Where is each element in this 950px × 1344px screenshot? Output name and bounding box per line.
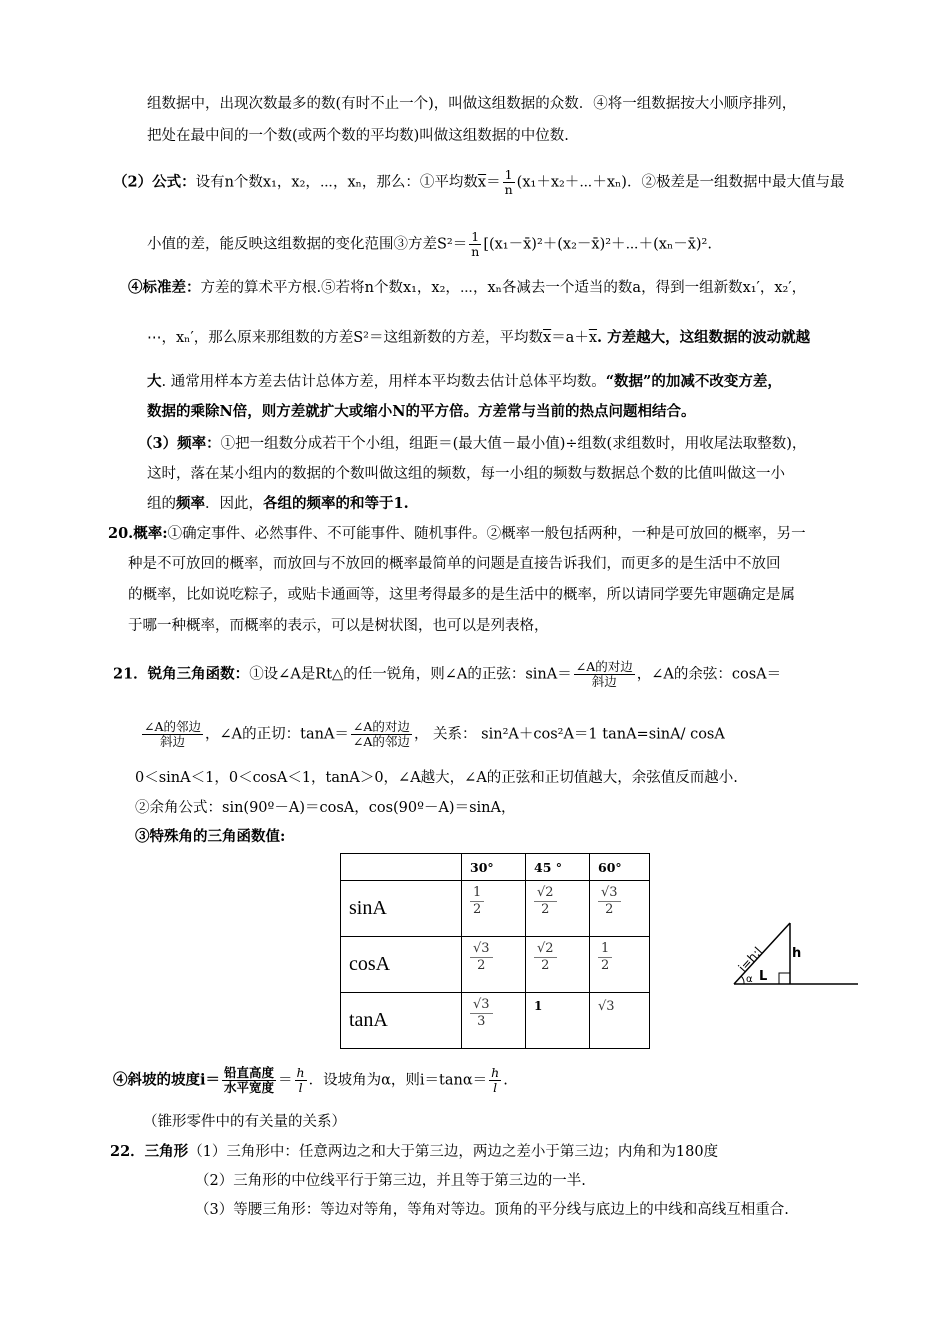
text: ①确定事件、必然事件、不可能事件、随机事件。②概率一般包括两种，一种是可放回的概率，另一 — [167, 526, 806, 542]
text-line — [138, 434, 806, 454]
mean-symbol: $\overline{x}$ — [477, 174, 487, 191]
fraction: $\frac{1}{n}$ — [471, 229, 480, 259]
text-line: （3）等腰三角形：等边对等角，等角对等边。顶角的平分线与底边上的中线和高线互相重合. — [195, 1202, 789, 1218]
text-line: （2）三角形的中位线平行于第三边，并且等于第三边的一半. — [195, 1173, 586, 1189]
text-line: 0＜sinA＜1，0＜cosA＜1，tanA＞0，∠A越大，∠A的正弦和正切值越大，余弦值反而越小. — [135, 770, 738, 786]
fraction: $\frac{h}{l}$ — [296, 1065, 305, 1095]
bold-text: “数据”的加减不改变方差， — [605, 373, 782, 390]
fraction: $\frac{\text{铅直高度}}{\text{水平宽度}}$ — [224, 1065, 275, 1095]
slope-diagram — [722, 915, 862, 990]
table-cell: $\frac{√3}{2}$ — [590, 881, 650, 937]
text: ，∠A的正切：tanA＝ — [205, 726, 349, 743]
text-line — [108, 524, 806, 544]
text: ．因此， — [205, 496, 263, 512]
text-line: 的概率，比如说吃粽子，或贴卡通画等，这里考得最多的是生活中的概率，所以请同学要先审题确定是属 — [128, 587, 795, 603]
mean-symbol: $\overline{x}$ — [588, 330, 598, 346]
formula-line — [113, 168, 844, 197]
text-line: 把处在最中间的一个数(或两个数的平均数)叫做这组数据的中位数. — [147, 128, 569, 144]
text-line: ③特殊角的三角函数值: — [135, 828, 286, 845]
bold-text: . 方差越大，这组数据的波动就越 — [597, 329, 811, 346]
table-cell: 1 — [526, 993, 590, 1049]
text-line — [147, 372, 782, 392]
text-line — [128, 278, 806, 298]
text-line: 种是不可放回的概率，而放回与不放回的概率最简单的问题是直接告诉我们，而更多的是生活中不放回 — [128, 556, 781, 572]
text: 小值的差，能反映这组数据的变化范围③方差S²＝ — [147, 236, 468, 253]
section-label: 22．三角形 — [110, 1143, 189, 1160]
text-line: 数据的乘除N倍，则方差就扩大或缩小N的平方倍。方差常与当前的热点问题相结合。 — [147, 403, 696, 420]
table-row-label: cosA — [341, 937, 462, 993]
formula-line — [113, 1066, 508, 1095]
text: . — [503, 1072, 508, 1089]
text-line: ②余角公式：sin(90º－A)＝cosA，cos(90º－A)＝sinA， — [135, 800, 516, 816]
table-cell: $\frac{√3}{3}$ — [462, 993, 526, 1049]
text-line — [147, 494, 409, 514]
bold-text: ④斜坡的坡度i＝ — [113, 1071, 221, 1089]
text: （1）三角形中：任意两边之和大于第三边，两边之差小于第三边；内角和为180度 — [188, 1144, 719, 1160]
table-header-cell: 30° — [462, 854, 526, 881]
right-angle-marker — [779, 973, 790, 984]
table-row-label: tanA — [341, 993, 462, 1049]
section-label: 20.概率: — [108, 525, 168, 542]
text: ⋯，xₙ′，那么原来那组数的方差S²＝这组新数的方差，平均数 — [147, 330, 543, 346]
text: ．设坡角为α，则i＝tanα＝ — [308, 1072, 488, 1089]
table-row-label: sinA — [341, 881, 462, 937]
section-label: （3）频率： — [138, 435, 221, 452]
formula-line — [140, 720, 725, 749]
mean-symbol: $\overline{x}$ — [543, 330, 552, 346]
fraction: $\frac{h}{l}$ — [491, 1065, 500, 1095]
text-line: （锥形零件中的有关量的关系） — [143, 1114, 346, 1130]
table-cell: $\frac{1}{2}$ — [462, 881, 526, 937]
text-line: 组数据中，出现次数最多的数(有时不止一个)，叫做这组数据的众数．④将一组数据按大小顺序排列， — [147, 96, 797, 112]
text: ，∠A的余弦：cosA＝ — [636, 666, 782, 683]
text: ＝a＋ — [551, 330, 589, 346]
text: 组的 — [147, 496, 176, 512]
bold-text: 频率 — [176, 495, 205, 512]
table-header-cell — [341, 854, 462, 881]
table-header-cell: 45 ° — [526, 854, 590, 881]
angle-arc — [741, 976, 744, 984]
fraction: $\frac{\text{∠A的对边}}{\text{∠A的邻边}}$ — [352, 719, 410, 749]
text: ①把一组数分成若干个小组，组距＝(最大值－最小值)÷组数(求组数时，用收尾法取整数)， — [220, 436, 807, 452]
fraction: $\frac{\text{∠A的邻边}}{\text{斜边}}$ — [144, 719, 202, 749]
text: ①设∠A是Rt△的任一锐角，则∠A的正弦：sinA＝ — [249, 666, 572, 683]
alpha-label: α — [746, 974, 753, 985]
formula-line — [147, 230, 712, 259]
table-cell: $\frac{√2}{2}$ — [526, 937, 590, 993]
bold-text: 大 — [147, 373, 162, 390]
text-line: 于哪一种概率，而概率的表示，可以是树状图，也可以是列表格， — [128, 618, 549, 634]
table-cell: $\frac{√3}{2}$ — [462, 937, 526, 993]
text: ＝ — [486, 174, 501, 191]
text: 设有n个数x₁，x₂，⋯，xₙ，那么：①平均数 — [195, 174, 478, 191]
text: ， 关系： sin²A＋cos²A＝1 tanA=sinA/ cosA — [413, 726, 725, 743]
table-cell: $\frac{√2}{2}$ — [526, 881, 590, 937]
text: ＝ — [278, 1072, 293, 1089]
text-line — [110, 1142, 718, 1162]
table-cell: √3 — [590, 993, 650, 1049]
table-header-cell: 60° — [590, 854, 650, 881]
trig-values-table — [340, 853, 650, 1049]
table-cell: $\frac{1}{2}$ — [590, 937, 650, 993]
text: [(x₁－x̄)²＋(x₂－x̄)²＋⋯＋(xₙ－x̄)². — [483, 236, 712, 253]
section-label: 21．锐角三角函数： — [113, 665, 250, 683]
text: 方差的算术平方根.⑤若将n个数x₁，x₂，⋯，xₙ各减去一个适当的数a，得到一组新数x₁′，x₂′， — [200, 280, 807, 296]
l-label: L — [759, 969, 768, 984]
h-label: h — [792, 946, 802, 961]
bold-text: 各组的频率的和等于1. — [263, 495, 409, 512]
section-label: （2）公式： — [113, 173, 196, 191]
section-label: ④标准差： — [128, 279, 201, 296]
fraction: $\frac{\text{∠A的对边}}{\text{斜边}}$ — [575, 659, 633, 689]
formula-line — [113, 660, 781, 689]
text: (x₁＋x₂＋⋯＋xₙ)．②极差是一组数据中最大值与最 — [516, 174, 845, 191]
fraction: $\frac{1}{n}$ — [504, 167, 513, 197]
formula-line — [147, 328, 810, 348]
text: . 通常用样本方差去估计总体方差，用样本平均数去估计总体平均数。 — [161, 374, 606, 390]
text-line: 这时，落在某小组内的数据的个数叫做这组的频数，每一小组的频数与数据总个数的比值叫做这一小 — [147, 466, 785, 482]
slope-label: i=h:l — [735, 944, 765, 975]
